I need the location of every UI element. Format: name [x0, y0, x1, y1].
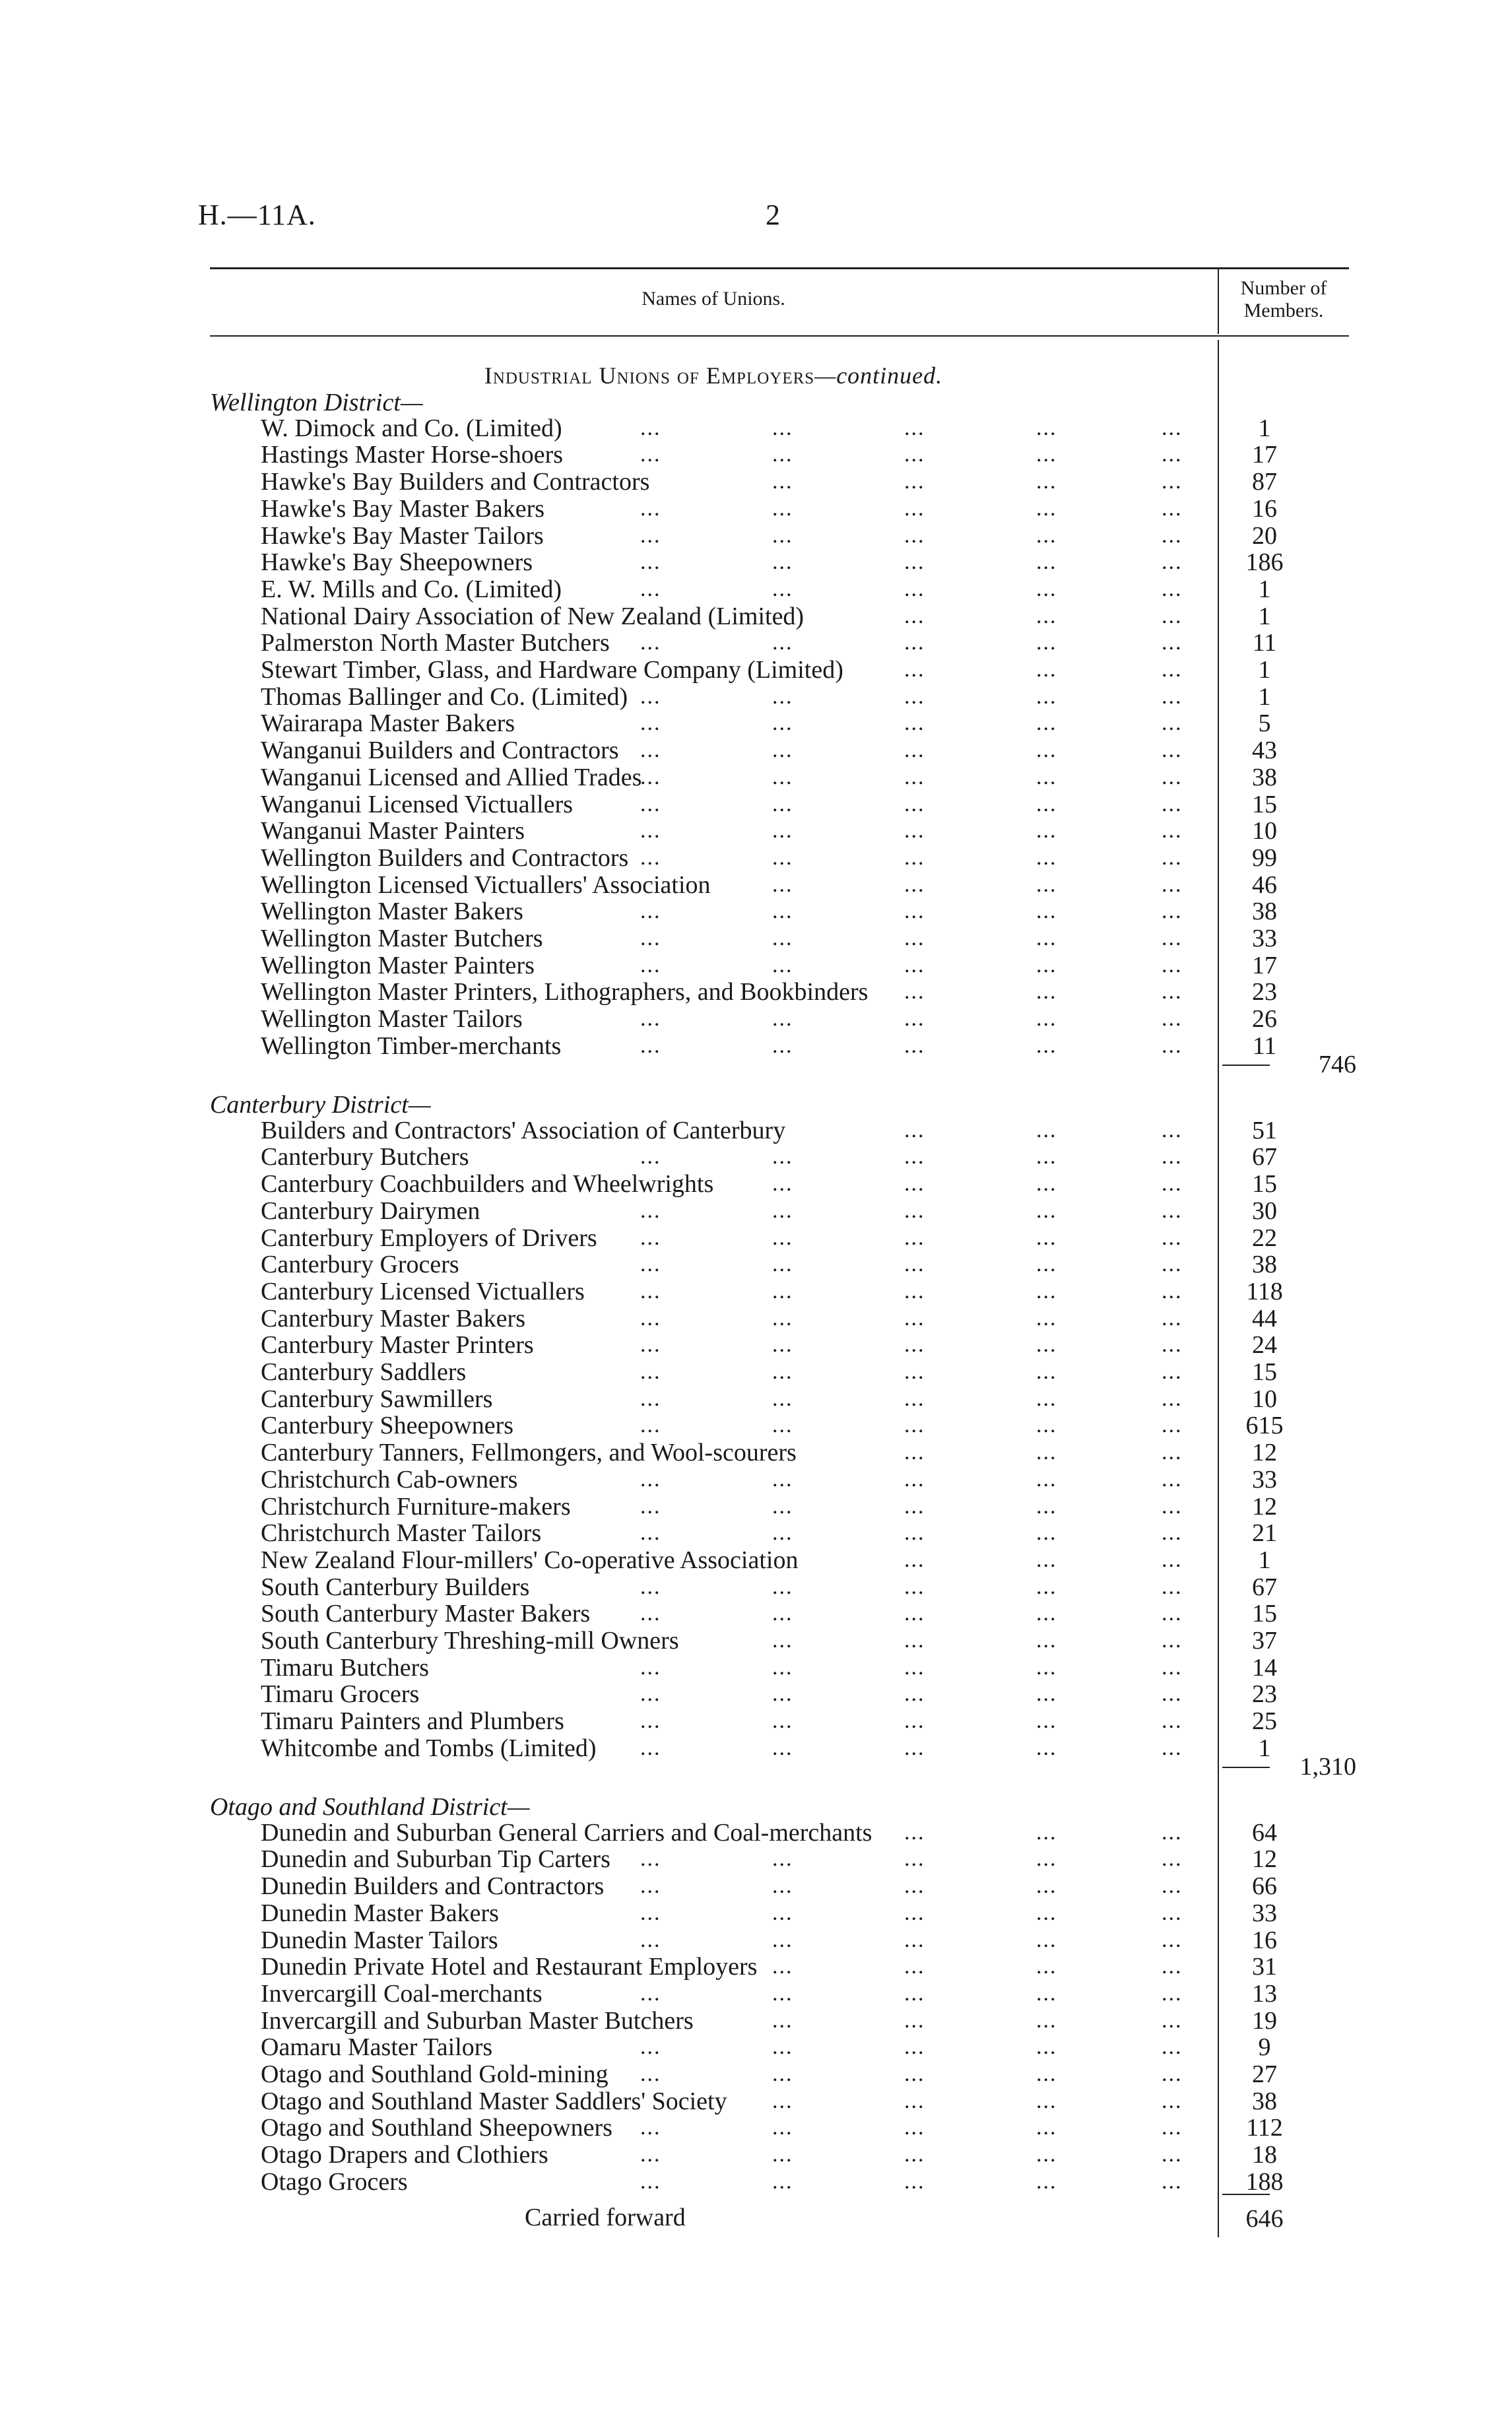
member-count: 11 — [1252, 1032, 1277, 1060]
table-row: Dunedin Master Bakers ... ... ... ... ... — [261, 1899, 1183, 1927]
union-name: Wanganui Licensed Victuallers — [261, 790, 574, 818]
union-name: Wanganui Licensed and Allied Trades — [261, 763, 642, 791]
table-row: South Canterbury Builders ... ... ... ... ... — [261, 1573, 1183, 1601]
union-name: Builders and Contractors' Association of Canterbury — [261, 1116, 786, 1144]
union-name: Otago Drapers and Clothiers — [261, 2141, 548, 2169]
member-count: 13 — [1252, 1979, 1277, 2008]
table-row: Otago Grocers ... ... ... ... ... — [261, 2167, 1183, 2196]
member-count: 24 — [1252, 1331, 1277, 1360]
union-name: Canterbury Employers of Drivers — [261, 1224, 597, 1252]
subtotal-rule — [1222, 1065, 1270, 1066]
table-row: Palmerston North Master Butchers ... ... ... ... ... — [261, 629, 1183, 657]
union-name: Wanganui Master Painters — [261, 817, 525, 845]
table-row: Wellington Master Painters ... ... ... ... ... — [261, 951, 1183, 979]
table-row: Whitcombe and Tombs (Limited) ... ... ... ... ... — [261, 1734, 1183, 1762]
column-divider-header — [1218, 269, 1219, 334]
member-count: 15 — [1252, 1600, 1277, 1628]
union-name: Canterbury Saddlers — [261, 1358, 467, 1386]
table-row: Invercargill Coal-merchants ... ... ... ... ... — [261, 1979, 1183, 2008]
column-header-members — [1218, 277, 1350, 322]
section-title — [210, 362, 1217, 389]
union-name: Canterbury Coachbuilders and Wheelwrights — [261, 1170, 714, 1199]
union-name: Dunedin Private Hotel and Restaurant Employers — [261, 1953, 758, 1981]
member-count: 118 — [1246, 1277, 1283, 1305]
table-row: South Canterbury Master Bakers ... ... ... ... ... — [261, 1600, 1183, 1628]
union-name: Whitcombe and Tombs (Limited) — [261, 1734, 597, 1762]
member-count: 12 — [1252, 1492, 1277, 1521]
member-count: 186 — [1245, 548, 1284, 577]
table-row: Christchurch Furniture-makers ... ... ... ... ... — [261, 1492, 1183, 1521]
table-row: Thomas Ballinger and Co. (Limited) ... ... ... ... ... — [261, 682, 1183, 711]
district-heading: Canterbury District— — [210, 1091, 431, 1119]
union-name: Timaru Painters and Plumbers — [261, 1707, 564, 1736]
table-row: New Zealand Flour-millers' Co-operative Association ... ... ... — [261, 1546, 1183, 1574]
table-row: Canterbury Dairymen ... ... ... ... ... — [261, 1197, 1183, 1225]
union-name: Dunedin Master Bakers — [261, 1899, 499, 1927]
member-count: 26 — [1252, 1005, 1277, 1034]
member-count: 14 — [1252, 1653, 1277, 1682]
union-name: Wellington Timber-merchants — [261, 1032, 562, 1060]
table-row: Christchurch Master Tailors ... ... ... ... ... — [261, 1519, 1183, 1548]
table-row: W. Dimock and Co. (Limited) ... ... ... ... ... — [261, 414, 1183, 442]
table-row: Hawke's Bay Sheepowners ... ... ... ... ... — [261, 548, 1183, 577]
union-name: Otago and Southland Gold-mining — [261, 2060, 608, 2088]
section-title-suffix: —continued. — [814, 362, 943, 389]
union-name: South Canterbury Builders — [261, 1573, 530, 1601]
member-count: 16 — [1252, 494, 1277, 523]
table-row: Wairarapa Master Bakers ... ... ... ... ... — [261, 709, 1183, 738]
section-title-main: Industrial Unions of Employers — [484, 362, 815, 389]
member-count: 1 — [1258, 1734, 1271, 1762]
union-name: Otago and Southland Master Saddlers' Society — [261, 2087, 727, 2115]
table-row: Wanganui Builders and Contractors ... ... ... ... ... — [261, 737, 1183, 765]
table-row: Otago and Southland Sheepowners ... ... ... ... ... — [261, 2114, 1183, 2142]
member-count: 22 — [1252, 1224, 1277, 1252]
member-count: 38 — [1252, 1251, 1277, 1279]
member-count: 33 — [1252, 1465, 1277, 1494]
table-row: Oamaru Master Tailors ... ... ... ... ... — [261, 2033, 1183, 2062]
table-row: Dunedin Builders and Contractors ... ... ... ... ... — [261, 1872, 1183, 1901]
table-row: Canterbury Licensed Victuallers ... ... ... ... ... — [261, 1277, 1183, 1305]
union-name: Palmerston North Master Butchers — [261, 629, 610, 657]
union-name: Thomas Ballinger and Co. (Limited) — [261, 682, 628, 711]
member-count: 5 — [1258, 709, 1271, 738]
union-name: W. Dimock and Co. (Limited) — [261, 414, 562, 442]
member-count: 112 — [1246, 2114, 1283, 2142]
union-name: Timaru Grocers — [261, 1680, 420, 1709]
member-count: 17 — [1252, 441, 1277, 469]
member-count: 12 — [1252, 1845, 1277, 1874]
member-count: 16 — [1252, 1926, 1277, 1954]
union-name: Otago Grocers — [261, 2167, 408, 2196]
table-row: Builders and Contractors' Association of Canterbury ... ... ... — [261, 1116, 1183, 1144]
union-name: Wellington Master Tailors — [261, 1005, 523, 1034]
union-name: Dunedin Builders and Contractors — [261, 1872, 605, 1901]
table-row: Dunedin Master Tailors ... ... ... ... ... — [261, 1926, 1183, 1954]
table-row: Wanganui Licensed and Allied Trades ... ... ... ... ... — [261, 763, 1183, 791]
header-bottom-rule — [210, 335, 1349, 337]
table-row: Canterbury Employers of Drivers ... ... ... ... ... — [261, 1224, 1183, 1252]
member-count: 188 — [1245, 2167, 1284, 2196]
union-name: E. W. Mills and Co. (Limited) — [261, 575, 562, 603]
member-count: 11 — [1252, 629, 1277, 657]
union-name: Canterbury Butchers — [261, 1143, 469, 1171]
member-count: 38 — [1252, 898, 1277, 926]
union-name: Otago and Southland Sheepowners — [261, 2114, 612, 2142]
table-row: South Canterbury Threshing-mill Owners ... ... ... ... — [261, 1627, 1183, 1655]
member-count: 1 — [1258, 656, 1271, 684]
table-row: Canterbury Sawmillers ... ... ... ... ... — [261, 1385, 1183, 1413]
union-name: Canterbury Dairymen — [261, 1197, 480, 1225]
member-count: 615 — [1245, 1412, 1284, 1440]
union-name: Hawke's Bay Sheepowners — [261, 548, 533, 577]
table-row: Dunedin and Suburban General Carriers and Coal-merchants ... ... ... — [261, 1818, 1183, 1847]
table-row: Wellington Licensed Victuallers' Association ... ... ... ... — [261, 871, 1183, 899]
union-name: Canterbury Master Bakers — [261, 1304, 525, 1332]
union-name: Oamaru Master Tailors — [261, 2033, 493, 2062]
member-count: 18 — [1252, 2141, 1277, 2169]
table-row: Wanganui Master Painters ... ... ... ... ... — [261, 817, 1183, 845]
table-row: Wanganui Licensed Victuallers ... ... ... ... ... — [261, 790, 1183, 818]
column-header-members-line1: Number of — [1240, 277, 1327, 299]
member-count: 87 — [1252, 468, 1277, 496]
member-count: 25 — [1252, 1707, 1277, 1736]
member-count: 10 — [1252, 1385, 1277, 1413]
member-count: 15 — [1252, 1170, 1277, 1199]
member-count: 1 — [1258, 414, 1271, 442]
union-name: Christchurch Cab-owners — [261, 1465, 518, 1494]
table-row: Otago Drapers and Clothiers ... ... ... ... ... — [261, 2141, 1183, 2169]
member-count: 15 — [1252, 790, 1277, 818]
member-count: 30 — [1252, 1197, 1277, 1225]
union-name: Stewart Timber, Glass, and Hardware Company (Limited) — [261, 656, 843, 684]
union-name: Wellington Builders and Contractors — [261, 843, 629, 872]
union-name: Dunedin and Suburban General Carriers and Coal-merchants — [261, 1818, 872, 1847]
table-row: Timaru Painters and Plumbers ... ... ... ... ... — [261, 1707, 1183, 1736]
union-name: Wellington Master Painters — [261, 951, 535, 979]
table-row: Canterbury Master Bakers ... ... ... ... ... — [261, 1304, 1183, 1332]
member-count: 33 — [1252, 1899, 1277, 1927]
member-count: 31 — [1252, 1953, 1277, 1981]
table-row: Dunedin Private Hotel and Restaurant Employers ... ... ... ... — [261, 1953, 1183, 1981]
carried-forward-label: Carried forward — [525, 2204, 686, 2231]
union-name: Canterbury Grocers — [261, 1251, 459, 1279]
table-row: Canterbury Grocers ... ... ... ... ... — [261, 1251, 1183, 1279]
union-name: New Zealand Flour-millers' Co-operative Association — [261, 1546, 799, 1574]
member-count: 10 — [1252, 817, 1277, 845]
member-count: 67 — [1252, 1143, 1277, 1171]
union-name: Hawke's Bay Builders and Contractors — [261, 468, 650, 496]
member-count: 23 — [1252, 1680, 1277, 1709]
union-name: Invercargill and Suburban Master Butchers — [261, 2006, 694, 2035]
member-count: 38 — [1252, 2087, 1277, 2115]
table-row: Wellington Master Bakers ... ... ... ... ... — [261, 898, 1183, 926]
column-header-names: Names of Unions. — [641, 288, 785, 310]
member-count: 1 — [1258, 602, 1271, 630]
table-top-rule — [210, 267, 1349, 269]
union-name: Hawke's Bay Master Bakers — [261, 494, 545, 523]
report-code: H.—11A. — [198, 199, 316, 231]
union-name: Dunedin and Suburban Tip Carters — [261, 1845, 610, 1874]
page-number: 2 — [766, 199, 780, 231]
table-row: Christchurch Cab-owners ... ... ... ... ... — [261, 1465, 1183, 1494]
member-count: 67 — [1252, 1573, 1277, 1601]
union-name: Wellington Master Bakers — [261, 898, 523, 926]
table-row: Canterbury Coachbuilders and Wheelwrights ... ... ... ... — [261, 1170, 1183, 1199]
table-row: Canterbury Tanners, Fellmongers, and Wool-scourers ... ... ... — [261, 1439, 1183, 1467]
union-name: Timaru Butchers — [261, 1653, 430, 1682]
column-header-members-line2: Members. — [1243, 300, 1324, 321]
union-name: Canterbury Sawmillers — [261, 1385, 493, 1413]
member-count: 23 — [1252, 978, 1277, 1006]
carried-forward-rule — [1222, 2194, 1270, 2195]
subtotal-rule — [1222, 1767, 1270, 1768]
table-row: Wellington Builders and Contractors ... ... ... ... ... — [261, 843, 1183, 872]
union-name: South Canterbury Threshing-mill Owners — [261, 1627, 679, 1655]
union-name: Christchurch Furniture-makers — [261, 1492, 571, 1521]
table-row: Hawke's Bay Master Bakers ... ... ... ... ... — [261, 494, 1183, 523]
union-name: Hawke's Bay Master Tailors — [261, 521, 544, 550]
member-count: 51 — [1252, 1116, 1277, 1144]
union-name: Wanganui Builders and Contractors — [261, 737, 619, 765]
union-name: Wellington Licensed Victuallers' Association — [261, 871, 711, 899]
table-row: Canterbury Butchers ... ... ... ... ... — [261, 1143, 1183, 1171]
district-heading: Wellington District— — [210, 389, 423, 416]
table-row: Wellington Master Butchers ... ... ... ... ... — [261, 925, 1183, 952]
table-row: Dunedin and Suburban Tip Carters ... ... ... ... ... — [261, 1845, 1183, 1874]
member-count: 17 — [1252, 951, 1277, 979]
table-row: Canterbury Master Printers ... ... ... ... ... — [261, 1331, 1183, 1360]
table-row: Timaru Butchers ... ... ... ... ... — [261, 1653, 1183, 1682]
table-row: Hawke's Bay Builders and Contractors ... ... ... ... — [261, 468, 1183, 496]
table-row: National Dairy Association of New Zealand (Limited) ... ... ... — [261, 602, 1183, 630]
member-count: 27 — [1252, 2060, 1277, 2088]
member-count: 9 — [1258, 2033, 1271, 2062]
table-row: Hastings Master Horse-shoers ... ... ... ... ... — [261, 441, 1183, 469]
district-subtotal: 1,310 — [1299, 1752, 1356, 1781]
member-count: 20 — [1252, 521, 1277, 550]
member-count: 43 — [1252, 737, 1277, 765]
district-subtotal: 746 — [1319, 1050, 1356, 1078]
member-count: 21 — [1252, 1519, 1277, 1548]
member-count: 99 — [1252, 843, 1277, 872]
table-row: Wellington Master Printers, Lithographers, and Bookbinders ... ... ... — [261, 978, 1183, 1006]
union-name: Invercargill Coal-merchants — [261, 1979, 542, 2008]
member-count: 12 — [1252, 1439, 1277, 1467]
column-divider-body — [1218, 340, 1219, 2237]
member-count: 44 — [1252, 1304, 1277, 1332]
union-name: Wellington Master Butchers — [261, 925, 543, 952]
table-row: Stewart Timber, Glass, and Hardware Company (Limited) ... ... ... — [261, 656, 1183, 684]
table-row: Timaru Grocers ... ... ... ... ... — [261, 1680, 1183, 1709]
table-row: Otago and Southland Master Saddlers' Society ... ... ... ... — [261, 2087, 1183, 2115]
union-name: Hastings Master Horse-shoers — [261, 441, 564, 469]
union-name: Canterbury Sheepowners — [261, 1412, 514, 1440]
table-row: Hawke's Bay Master Tailors ... ... ... ... ... — [261, 521, 1183, 550]
table-row: Otago and Southland Gold-mining ... ... ... ... ... — [261, 2060, 1183, 2088]
member-count: 15 — [1252, 1358, 1277, 1386]
union-name: Canterbury Tanners, Fellmongers, and Wool-scourers — [261, 1439, 797, 1467]
member-count: 19 — [1252, 2006, 1277, 2035]
union-name: National Dairy Association of New Zealand (Limited) — [261, 602, 805, 630]
union-name: South Canterbury Master Bakers — [261, 1600, 591, 1628]
table-row: Invercargill and Suburban Master Butchers ... ... ... ... — [261, 2006, 1183, 2035]
table-row: Wellington Timber-merchants ... ... ... ... ... — [261, 1032, 1183, 1060]
union-name: Christchurch Master Tailors — [261, 1519, 542, 1548]
table-row: Canterbury Sheepowners ... ... ... ... ... — [261, 1412, 1183, 1440]
member-count: 38 — [1252, 763, 1277, 791]
member-count: 1 — [1258, 682, 1271, 711]
union-name: Wellington Master Printers, Lithographers, and Bookbinders — [261, 978, 869, 1006]
member-count: 66 — [1252, 1872, 1277, 1901]
member-count: 1 — [1258, 575, 1271, 603]
member-count: 64 — [1252, 1818, 1277, 1847]
member-count: 33 — [1252, 925, 1277, 952]
table-row: Canterbury Saddlers ... ... ... ... ... — [261, 1358, 1183, 1386]
member-count: 46 — [1252, 871, 1277, 899]
member-count: 1 — [1258, 1546, 1271, 1574]
member-count: 37 — [1252, 1627, 1277, 1655]
union-name: Wairarapa Master Bakers — [261, 709, 515, 738]
district-heading: Otago and Southland District— — [210, 1793, 530, 1821]
carried-forward-value: 646 — [1245, 2205, 1284, 2233]
table-row: E. W. Mills and Co. (Limited) ... ... ... ... ... — [261, 575, 1183, 603]
union-name: Canterbury Master Printers — [261, 1331, 534, 1360]
union-name: Canterbury Licensed Victuallers — [261, 1277, 585, 1305]
union-name: Dunedin Master Tailors — [261, 1926, 498, 1954]
table-row: Wellington Master Tailors ... ... ... ... ... — [261, 1005, 1183, 1034]
